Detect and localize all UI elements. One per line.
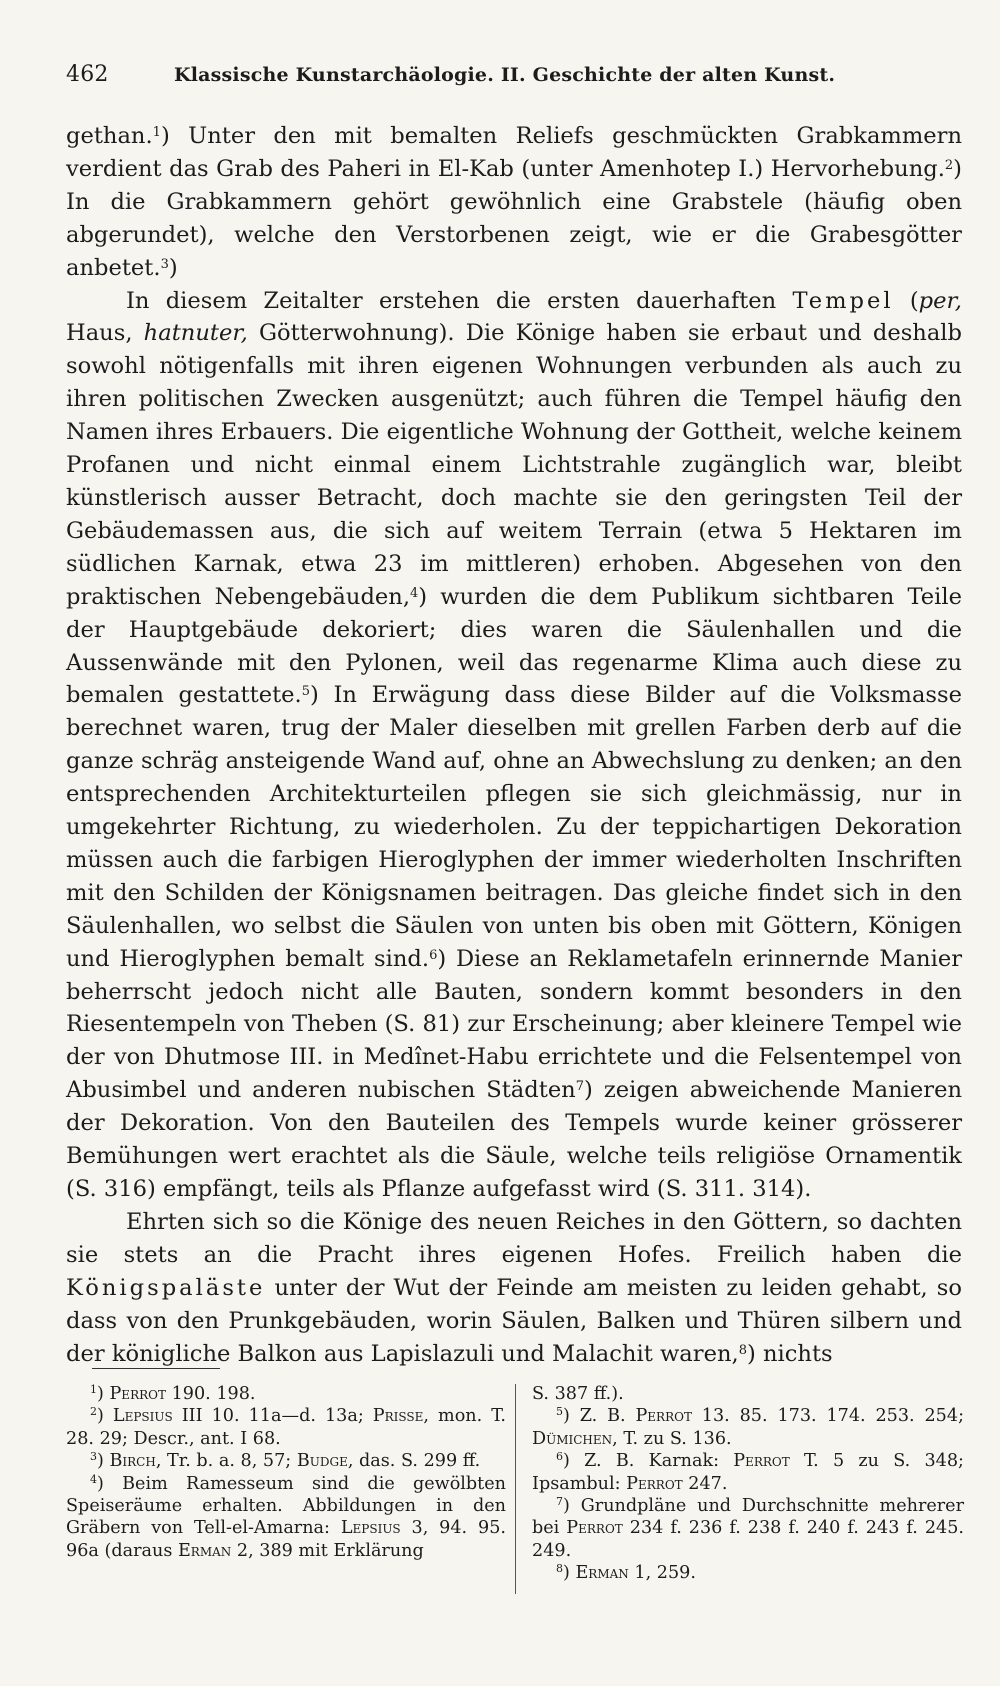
text-run: gethan. [66, 123, 153, 149]
text-run: unter der Wut der Feinde am meisten zu leiden gehabt, so dass von den Prunkgebäuden, worin Säulen, Balken und Thüren silbern und der königliche Balkon aus Lapislazuli und Malachit waren, [66, 1274, 962, 1367]
column-divider [515, 1384, 516, 1594]
italic-term: hatnuter, [143, 320, 248, 347]
footnote-text: T. zu S. 136. [617, 1428, 732, 1449]
footnote-ref[interactable]: 6 [429, 947, 438, 963]
footnote-text: 13. 85. 173. 174. 253. 254; [691, 1406, 964, 1427]
footnotes-right [532, 1383, 964, 1585]
running-head [66, 62, 956, 87]
footnote-marker: 8 [556, 1562, 563, 1576]
footnote-text: Grundpläne und Durchschnitte mehrerer bei [532, 1496, 964, 1539]
footnote-text: III 10. 11a—d. 13a; [172, 1406, 373, 1427]
spaced-term: Königspaläste [66, 1274, 266, 1301]
footnote-ref[interactable]: 7 [575, 1079, 585, 1095]
footnote-text: Z. B. Karnak: [584, 1451, 734, 1472]
spaced-term: Tempel [792, 287, 894, 314]
footnote-text: 247. [682, 1473, 728, 1494]
footnote-4: $^4$) Beim Ramesseum sind die gewölbten Speiseräume erhalten. Abbildungen in den Gräbern von Tell-el-Amarna: Lepsius 3, 94. 95. 96a (daraus Erman 2, 389 mit Erklärung [66, 1472, 507, 1561]
footnote-ref[interactable]: 8 [738, 1342, 747, 1358]
footnote-marker: 4 [90, 1472, 97, 1486]
footnote-text: 3, 94. 95. 96a (daraus [66, 1518, 507, 1561]
footnote-marker: 3 [90, 1450, 97, 1464]
footnote-marker: 1 [90, 1383, 97, 1396]
page-number: 462 [66, 62, 109, 87]
footnote-rule [92, 1368, 220, 1369]
footnote-text: Z. B. [579, 1406, 636, 1427]
author-name: Perrot [109, 1384, 166, 1404]
author-name: Erman [177, 1540, 232, 1561]
author-name: Perrot [626, 1473, 683, 1494]
running-title: Klassische Kunstarchäologie. II. Geschichte der alten Kunst. [174, 64, 836, 86]
footnote-text: 190. 198. [165, 1384, 256, 1404]
footnote-ref[interactable]: 2 [944, 157, 954, 173]
author-name: Dümichen, [532, 1428, 618, 1449]
author-name: Lepsius [112, 1406, 173, 1427]
author-name: Perrot [733, 1451, 790, 1472]
footnote-ref[interactable]: 1 [152, 125, 161, 140]
author-name: Budge, [296, 1451, 354, 1472]
footnote-text: 1, 259. [628, 1563, 696, 1584]
footnote-6: $^6$) Z. B. Karnak: Perrot T. 5 zu S. 348; Ipsambul: Perrot 247. [532, 1450, 964, 1494]
footnote-marker: 6 [556, 1450, 563, 1464]
footnote-7: $^7$) Grundpläne und Durchschnitte mehrerer bei Perrot 234 f. 236 f. 238 f. 240 f. 243 f. 245. 249. [532, 1495, 964, 1561]
text-run: ( [893, 287, 919, 314]
author-name: Birch, [109, 1451, 162, 1472]
text-run: ) zeigen abweichende Manieren der Dekoration. Von den Bauteilen des Tempels wurde keiner grösserer Bemühungen wert erachtet als die Säule, welche teils religiöse Ornamentik (S. 316) empfängt, teils als Pflanze aufgefasst wird (S. 311. 314). [66, 1077, 963, 1202]
text-run: Haus, [66, 320, 144, 347]
footnote-marker: 5 [556, 1405, 563, 1419]
text-run: Ehrten sich so die Könige des neuen Reiches in den Göttern, so dachten sie stets an die Pracht ihres eigenen Hofes. Freilich haben die [66, 1208, 962, 1268]
text-run: ) In die Grabkammern gehört gewöhnlich eine Grabstele (häufig oben abgerundet), welche den Verstorbenen zeigt, wie er die Grabesgötter anbetet. [66, 155, 962, 281]
paragraph-2 [66, 285, 962, 1206]
footnote-text: S. 387 ff.). [532, 1384, 624, 1404]
text-run: ) [168, 254, 178, 281]
footnote-text: mon. T. 28. 29; Descr., ant. I 68. [66, 1406, 506, 1449]
footnote-text: 234 f. 236 f. 238 f. 240 f. 243 f. 245. 249. [532, 1518, 964, 1561]
author-name: Lepsius [340, 1518, 401, 1539]
footnote-text: T. 5 zu S. 348; Ipsambul: [532, 1451, 964, 1494]
text-run: Götterwohnung). Die Könige haben sie erbaut und deshalb sowohl nötigenfalls mit ihren eigenen Wohnungen verbunden als auch zu ihren politischen Zwecken ausgenützt; auch führen die Tempel häufig den Namen ihres Erbauers. Die eigentliche Wohnung der Gottheit, welche keinem Profanen und nicht einmal einem Lichtstrahle zugänglich war, bleibt künstlerisch ausser Betracht, doch machte sie den geringsten Teil der Gebäudemassen aus, die sich auf weitem Terrain (etwa 5 Hektaren im südlichen Karnak, etwa 23 im mittleren) erhoben. Abgesehen von den praktischen Nebengebäuden, [66, 320, 962, 610]
author-name: Prisse, [372, 1406, 429, 1427]
text-run: ) wurden die dem Publikum sichtbaren Teile der Hauptgebäude dekoriert; dies waren die Säulenhallen und die Aussenwände mit den Pylonen, weil das regenarme Klima auch diese zu bemalen gestattete. [66, 583, 962, 709]
footnote-2: $^2$) Lepsius III 10. 11a—d. 13a; Prisse, mon. T. 28. 29; Descr., ant. I 68. [66, 1405, 506, 1449]
footnotes-left [66, 1383, 506, 1562]
paragraph-3 [66, 1206, 962, 1371]
footnote-1: $^1$) Perrot 190. 198. [90, 1383, 256, 1404]
footnote-4-continued [532, 1383, 964, 1405]
footnote-marker: 7 [556, 1495, 563, 1509]
italic-term: per, [918, 287, 962, 314]
footnote-text: Tr. b. a. 8, 57; [161, 1451, 297, 1472]
footnote-ref[interactable]: 4 [410, 585, 419, 601]
footnote-ref[interactable]: 3 [160, 256, 169, 272]
footnote-marker: 2 [90, 1405, 97, 1419]
author-name: Perrot [566, 1518, 623, 1539]
footnote-text: Beim Ramesseum sind die gewölbten Speiseräume erhalten. Abbildungen in den Gräbern von Tell-el-Amarna: [66, 1473, 506, 1539]
text-run: In diesem Zeitalter erstehen die ersten dauerhaften [126, 287, 793, 314]
main-text [66, 120, 962, 1370]
author-name: Erman [575, 1563, 629, 1584]
footnote-5: $^5$) Z. B. Perrot 13. 85. 173. 174. 253. 254; Dümichen, T. zu S. 136. [532, 1405, 964, 1449]
footnote-text: 2, 389 mit Erklärung [231, 1540, 424, 1561]
paragraph-1 [66, 120, 962, 285]
footnote-ref[interactable]: 5 [301, 684, 310, 700]
footnote-3: $^3$) Birch, Tr. b. a. 8, 57; Budge, das. S. 299 ff. [90, 1450, 481, 1472]
author-name: Perrot [635, 1406, 692, 1427]
text-run: ) nichts [746, 1340, 833, 1367]
text-run: ) In Erwägung dass diese Bilder auf die Volksmasse berechnet waren, trug der Maler dieselben mit grellen Farben derb auf die ganze schräg ansteigende Wand auf, ohne an Abwechslung zu denken; an den entsprechenden Architekturteilen pflegen sie sich gleichmässig, nur in umgekehrter Richtung, zu wiederholen. Zu der teppichartigen Dekoration müssen auch die farbigen Hieroglyphen der immer wiederholten Inschriften mit den Schilden der Königsnamen beitragen. Das gleiche findet sich in den Säulenhallen, wo selbst die Säulen von unten bis oben mit Göttern, Königen und Hieroglyphen bemalt sind. [66, 682, 962, 972]
text-run: ) Unter den mit bemalten Reliefs geschmückten Grabkammern verdient das Grab des Paheri in El-Kab (unter Amenhotep I.) Hervorhebung. [66, 123, 962, 182]
text-run: ) Diese an Reklametafeln erinnernde Manier beherrscht jedoch nicht alle Bauten, sondern kommt besonders in den Riesentempeln von Theben (S. 81) zur Erscheinung; aber kleinere Tempel wie der von Dhutmose III. in Medînet-Habu errichtete und die Felsentempel von Abusimbel und anderen nubischen Städten [66, 945, 962, 1104]
footnote-text: das. S. 299 ff. [353, 1451, 481, 1472]
footnote-8: $^8$) Erman 1, 259. [556, 1562, 696, 1584]
